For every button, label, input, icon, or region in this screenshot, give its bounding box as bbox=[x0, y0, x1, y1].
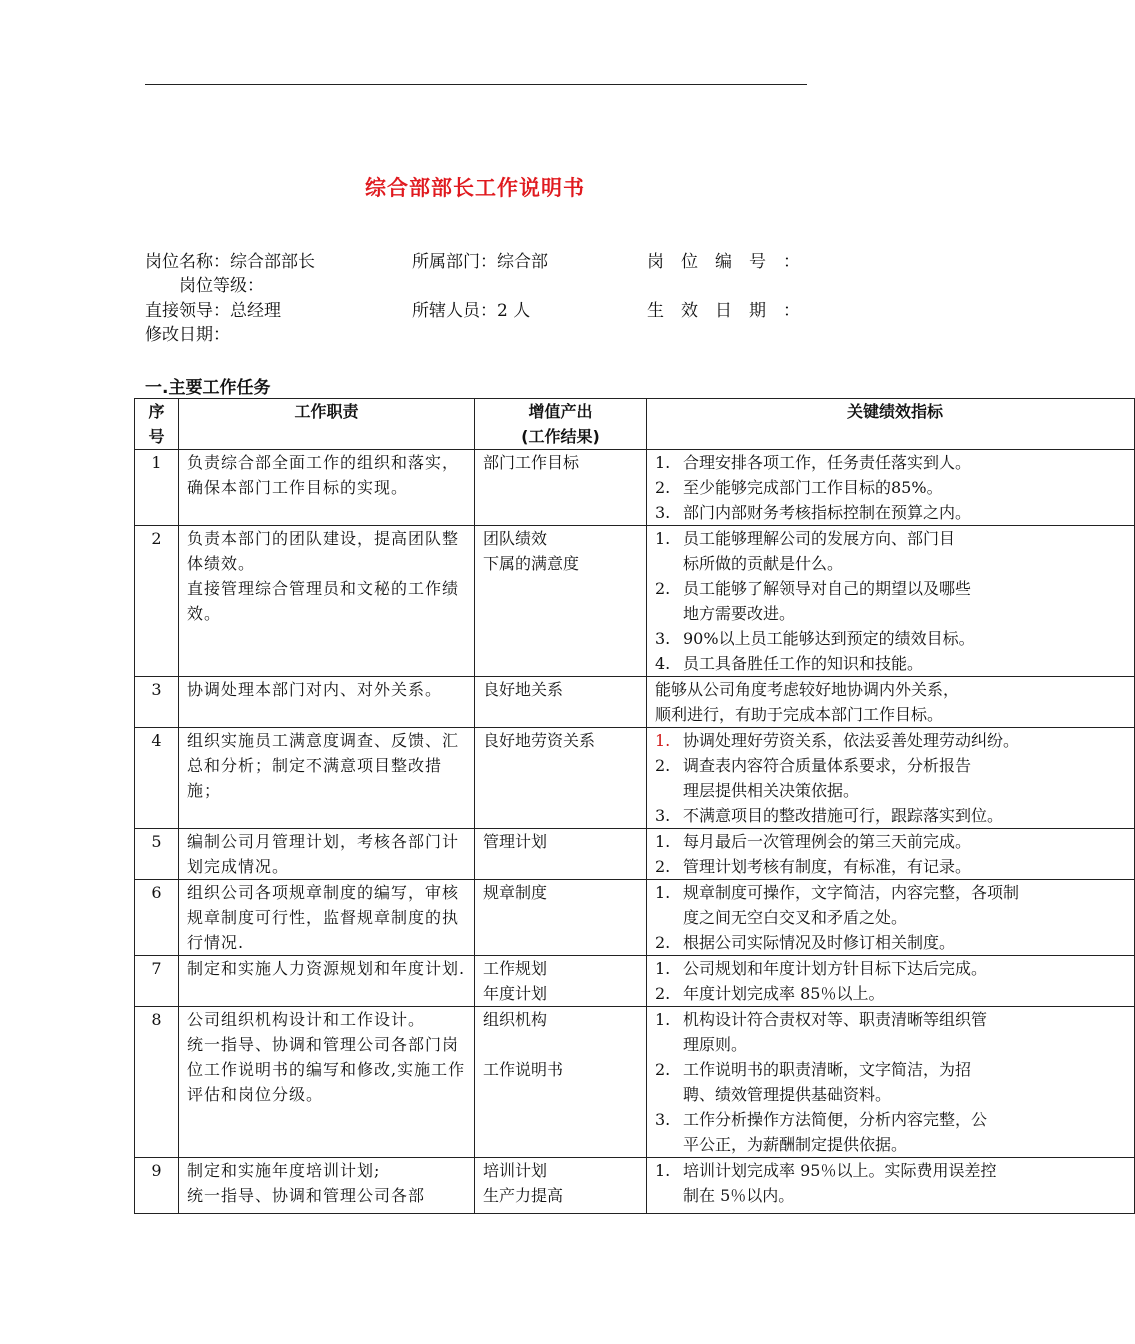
kpi-text: 机构设计符合责权对等、职责清晰等组织管 bbox=[683, 1010, 988, 1029]
tasks-table-wrapper bbox=[134, 398, 1020, 1205]
table-row bbox=[135, 677, 1135, 728]
duty-text: 统一指导、协调和管理公司各部门岗位工作说明书的编写和修改,实施工作评估和岗位分级。 bbox=[187, 1035, 466, 1104]
kpi-number: 2. bbox=[655, 478, 671, 497]
kpi-number: 2. bbox=[655, 857, 671, 876]
kpi-text: 能够从公司角度考虑较好地协调内外关系， bbox=[655, 680, 960, 699]
kpi-line bbox=[655, 956, 1126, 981]
kpi-text: 度之间无空白交叉和矛盾之处。 bbox=[683, 908, 908, 927]
kpi-line bbox=[655, 905, 1126, 930]
row-output bbox=[475, 880, 647, 956]
kpi-number: 3. bbox=[655, 1110, 671, 1129]
row-kpi bbox=[647, 450, 1135, 526]
kpi-text: 调查表内容符合质量体系要求，分析报告 bbox=[683, 756, 972, 775]
kpi-line bbox=[655, 1082, 1126, 1107]
kpi-line bbox=[655, 829, 1126, 854]
output-text bbox=[483, 1032, 638, 1057]
kpi-line bbox=[655, 450, 1126, 475]
kpi-line bbox=[655, 500, 1126, 525]
kpi-text: 员工具备胜任工作的知识和技能。 bbox=[683, 654, 924, 673]
table-row bbox=[135, 450, 1135, 526]
row-output bbox=[475, 677, 647, 728]
kpi-text: 聘、绩效管理提供基础资料。 bbox=[683, 1085, 892, 1104]
table-row bbox=[135, 1158, 1135, 1214]
row-duty bbox=[179, 1007, 475, 1158]
output-text: 管理计划 bbox=[483, 832, 548, 851]
kpi-line bbox=[655, 803, 1126, 828]
kpi-number: 2. bbox=[655, 756, 671, 775]
row-number: 9 bbox=[135, 1158, 179, 1214]
kpi-text: 部门内部财务考核指标控制在预算之内。 bbox=[683, 503, 972, 522]
table-header-row bbox=[135, 399, 1135, 450]
kpi-line bbox=[655, 1107, 1126, 1132]
row-duty bbox=[179, 677, 475, 728]
kpi-line bbox=[655, 880, 1126, 905]
row-kpi bbox=[647, 829, 1135, 880]
kpi-line bbox=[655, 1158, 1126, 1183]
kpi-line bbox=[655, 778, 1126, 803]
header-kpi: 关键绩效指标 bbox=[647, 399, 1135, 450]
row-number: 6 bbox=[135, 880, 179, 956]
kpi-text: 年度计划完成率 85％以上。 bbox=[683, 984, 885, 1003]
output-text: 部门工作目标 bbox=[483, 453, 580, 472]
row-number: 1 bbox=[135, 450, 179, 526]
header-output-line1: 增值产出 bbox=[528, 402, 593, 421]
row-duty bbox=[179, 526, 475, 677]
kpi-text: 理层提供相关决策依据。 bbox=[683, 781, 860, 800]
kpi-line bbox=[655, 677, 1126, 702]
kpi-line bbox=[655, 651, 1126, 676]
kpi-text: 制在 5％以内。 bbox=[683, 1186, 795, 1205]
kpi-text: 标所做的贡献是什么。 bbox=[683, 554, 844, 573]
kpi-number: 2. bbox=[655, 933, 671, 952]
revision-date: 修改日期： bbox=[145, 325, 230, 345]
duty-text: 组织实施员工满意度调查、反馈、汇总和分析；制定不满意项目整改措施； bbox=[187, 731, 460, 800]
output-text: 生产力提高 bbox=[483, 1186, 564, 1205]
kpi-text: 员工能够了解领导对自己的期望以及哪些 bbox=[683, 579, 972, 598]
row-output bbox=[475, 526, 647, 677]
row-kpi bbox=[647, 956, 1135, 1007]
row-number: 2 bbox=[135, 526, 179, 677]
kpi-text: 合理安排各项工作，任务责任落实到人。 bbox=[683, 453, 972, 472]
table-row bbox=[135, 956, 1135, 1007]
kpi-line bbox=[655, 854, 1126, 879]
row-kpi bbox=[647, 677, 1135, 728]
row-kpi bbox=[647, 880, 1135, 956]
kpi-line bbox=[655, 1007, 1126, 1032]
kpi-number: 1. bbox=[655, 959, 671, 978]
effective-date: 生 效 日 期 ： bbox=[647, 301, 800, 321]
kpi-line bbox=[655, 728, 1126, 753]
row-duty bbox=[179, 956, 475, 1007]
kpi-number: 2. bbox=[655, 579, 671, 598]
row-kpi bbox=[647, 526, 1135, 677]
duty-text: 负责综合部全面工作的组织和落实，确保本部门工作目标的实现。 bbox=[187, 453, 460, 497]
kpi-text: 每月最后一次管理例会的第三天前完成。 bbox=[683, 832, 972, 851]
row-number: 8 bbox=[135, 1007, 179, 1158]
kpi-text: 90%以上员工能够达到预定的绩效目标。 bbox=[683, 629, 975, 648]
kpi-text: 公司规划和年度计划方针目标下达后完成。 bbox=[683, 959, 988, 978]
output-text: 团队绩效 bbox=[483, 529, 548, 548]
kpi-line bbox=[655, 1057, 1126, 1082]
row-kpi bbox=[647, 1007, 1135, 1158]
kpi-line bbox=[655, 981, 1126, 1006]
table-row bbox=[135, 526, 1135, 677]
kpi-line bbox=[655, 576, 1126, 601]
table-row bbox=[135, 1007, 1135, 1158]
row-output bbox=[475, 1158, 647, 1214]
output-text: 规章制度 bbox=[483, 883, 548, 902]
kpi-text: 根据公司实际情况及时修订相关制度。 bbox=[683, 933, 956, 952]
row-output bbox=[475, 956, 647, 1007]
kpi-text: 规章制度可操作，文字简洁，内容完整，各项制 bbox=[683, 883, 1020, 902]
kpi-text: 管理计划考核有制度，有标准，有记录。 bbox=[683, 857, 972, 876]
kpi-line bbox=[655, 626, 1126, 651]
staff-count: 所辖人员：2 人 bbox=[412, 301, 531, 321]
row-output bbox=[475, 829, 647, 880]
table-row bbox=[135, 829, 1135, 880]
kpi-number: 1. bbox=[655, 529, 671, 548]
row-duty bbox=[179, 829, 475, 880]
kpi-line bbox=[655, 475, 1126, 500]
kpi-number: 1. bbox=[655, 1161, 671, 1180]
kpi-line bbox=[655, 753, 1126, 778]
kpi-line bbox=[655, 702, 1126, 727]
kpi-text: 至少能够完成部门工作目标的85%。 bbox=[683, 478, 943, 497]
tasks-table bbox=[134, 398, 1135, 1214]
duty-text: 制定和实施人力资源规划和年度计划. bbox=[187, 959, 466, 978]
kpi-line bbox=[655, 1183, 1126, 1208]
row-duty bbox=[179, 880, 475, 956]
row-number: 3 bbox=[135, 677, 179, 728]
row-number: 5 bbox=[135, 829, 179, 880]
kpi-line bbox=[655, 1032, 1126, 1057]
output-text: 培训计划 bbox=[483, 1161, 548, 1180]
kpi-line bbox=[655, 930, 1126, 955]
section-title: 一.主要工作任务 bbox=[145, 378, 271, 398]
kpi-line bbox=[655, 551, 1126, 576]
kpi-text: 不满意项目的整改措施可行，跟踪落实到位。 bbox=[683, 806, 1004, 825]
output-text: 良好地劳资关系 bbox=[483, 731, 596, 750]
header-duty: 工作职责 bbox=[179, 399, 475, 450]
kpi-line bbox=[655, 601, 1126, 626]
output-text: 工作说明书 bbox=[483, 1060, 564, 1079]
row-duty bbox=[179, 728, 475, 829]
tasks-table-body bbox=[135, 450, 1135, 1214]
kpi-text: 顺利进行，有助于完成本部门工作目标。 bbox=[655, 705, 944, 724]
row-output bbox=[475, 1007, 647, 1158]
kpi-text: 协调处理好劳资关系，依法妥善处理劳动纠纷。 bbox=[683, 731, 1020, 750]
department: 所属部门：综合部 bbox=[412, 252, 548, 272]
kpi-text: 理原则。 bbox=[683, 1035, 748, 1054]
row-output bbox=[475, 450, 647, 526]
duty-text: 直接管理综合管理员和文秘的工作绩效。 bbox=[187, 579, 460, 623]
kpi-number: 1. bbox=[655, 883, 671, 902]
duty-text: 编制公司月管理计划，考核各部门计划完成情况。 bbox=[187, 832, 460, 876]
kpi-line bbox=[655, 526, 1126, 551]
kpi-number: 1. bbox=[655, 1010, 671, 1029]
kpi-text: 员工能够理解公司的发展方向、部门目 bbox=[683, 529, 956, 548]
header-rule bbox=[145, 84, 807, 85]
table-row bbox=[135, 880, 1135, 956]
duty-text: 组织公司各项规章制度的编写，审核规章制度可行性，监督规章制度的执行情况. bbox=[187, 883, 460, 952]
row-kpi bbox=[647, 1158, 1135, 1214]
kpi-number: 3. bbox=[655, 629, 671, 648]
kpi-number: 4. bbox=[655, 654, 671, 673]
kpi-text: 培训计划完成率 95％以上。实际费用误差控 bbox=[683, 1161, 997, 1180]
duty-text: 制定和实施年度培训计划; bbox=[187, 1161, 381, 1180]
output-text: 工作规划 bbox=[483, 959, 548, 978]
kpi-number: 2. bbox=[655, 1060, 671, 1079]
header-output-line2: (工作结果) bbox=[521, 427, 600, 446]
kpi-text: 工作说明书的职责清晰，文字简洁，为招 bbox=[683, 1060, 972, 1079]
document-title: 综合部部长工作说明书 bbox=[365, 176, 585, 200]
kpi-text: 工作分析操作方法简便，分析内容完整，公 bbox=[683, 1110, 988, 1129]
row-duty bbox=[179, 450, 475, 526]
kpi-number: 3. bbox=[655, 503, 671, 522]
supervisor: 直接领导：总经理 bbox=[145, 301, 281, 321]
header-no: 序号 bbox=[135, 399, 179, 450]
row-duty bbox=[179, 1158, 475, 1214]
position-level: 岗位等级： bbox=[179, 276, 264, 296]
kpi-line bbox=[655, 1132, 1126, 1157]
row-kpi bbox=[647, 728, 1135, 829]
output-text: 下属的满意度 bbox=[483, 554, 580, 573]
kpi-number: 2. bbox=[655, 984, 671, 1003]
output-text: 良好地关系 bbox=[483, 680, 564, 699]
duty-text: 统一指导、协调和管理公司各部 bbox=[187, 1186, 426, 1205]
position-name: 岗位名称：综合部部长 bbox=[145, 252, 315, 272]
row-output bbox=[475, 728, 647, 829]
row-number: 4 bbox=[135, 728, 179, 829]
table-row bbox=[135, 728, 1135, 829]
position-code: 岗 位 编 号 ： bbox=[647, 252, 800, 272]
kpi-number: 1. bbox=[655, 453, 671, 472]
duty-text: 协调处理本部门对内、对外关系。 bbox=[187, 680, 443, 699]
kpi-number: 3. bbox=[655, 806, 671, 825]
kpi-text: 地方需要改进。 bbox=[683, 604, 796, 623]
kpi-number: 1. bbox=[655, 731, 671, 750]
output-text: 年度计划 bbox=[483, 984, 548, 1003]
header-output bbox=[475, 399, 647, 450]
duty-text: 负责本部门的团队建设，提高团队整体绩效。 bbox=[187, 529, 460, 573]
duty-text: 公司组织机构设计和工作设计。 bbox=[187, 1010, 426, 1029]
kpi-number: 1. bbox=[655, 832, 671, 851]
output-text: 组织机构 bbox=[483, 1010, 548, 1029]
kpi-text: 平公正，为薪酬制定提供依据。 bbox=[683, 1135, 908, 1154]
row-number: 7 bbox=[135, 956, 179, 1007]
